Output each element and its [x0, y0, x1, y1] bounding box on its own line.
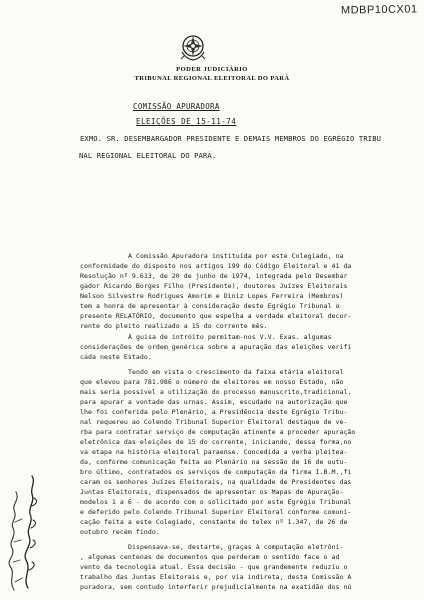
body-line: trabalho das Juntas Eleitorais e, por via indireta, desta Comissão A: [80, 573, 352, 581]
body-line: cada neste Estado.: [80, 353, 152, 361]
body-line: cação feita a este Colegiado, constante do telex nº 1.347, de 26 de: [80, 518, 348, 526]
body-line: considerações de ordem genérica sobre a apuração das eleições verifi: [80, 343, 352, 351]
body-line: Juntas Eleitorais, dispensados de apresentar os Mapas de Apuração-: [80, 488, 344, 496]
body-line: tem a honra de apresentar à consideração deste Egrégio Tribunal o: [80, 302, 340, 310]
body-line: presente RELATÓRIO, documento que espelha a verdade eleitoral decor-: [80, 312, 352, 320]
address-line: EXMO. SR. DESEMBARGADOR PRESIDENTE E DEMAIS MEMBROS DO EGRÉGIO TRIBU: [80, 134, 382, 143]
body-line: , algumas centenas de documentos que perderam o sentido face o ad: [80, 553, 340, 561]
body-line: gador Ricardo Borges Filho (Presidente), doutores Juízes Eleitorais: [80, 282, 348, 290]
body-line: lhe foi conferida pelo Plenário, a Presidência deste Egrégio Tribu-: [80, 408, 348, 416]
body-line: A Comissão Apuradora instituída por este Colegiado, na: [128, 252, 344, 260]
body-line: da, conforme comunicação feita ao Plenário na sessão de 16 de outu-: [80, 458, 348, 466]
body-line: nal requereu ao Colendo Tribunal Superior Eleitoral destaque de ve-: [80, 418, 348, 426]
body-line: que elevou para 781.986 o número de eleitores em nosso Estado, não: [80, 378, 344, 386]
body-line: outubro recém findo.: [80, 528, 160, 536]
body-line: Resolução nº 9.613, de 20 de junho de 1974, integrada pelo Desembar: [80, 272, 348, 280]
elections-date: ELEIÇÕES DE 15-11-74: [136, 117, 237, 126]
body-line: para apurar a vontade das urnas. Assim, escudado na autorização que: [80, 398, 348, 406]
body-line: puradora, sem contudo interferir prejudicialmente na exatidão dos nú: [80, 583, 352, 591]
body-line: vento da tecnologia atual. Essa decisão - que grandemente reduziu o: [80, 563, 348, 571]
body-line: va etapa na história eleitoral paraense. Concedida a verba pleitea-: [80, 448, 348, 456]
body-line: bro último, contratados os serviços de computação da firma I.B.M.,fi: [80, 468, 352, 476]
body-line: À guisa de intróito permitam-nos V.V. Exas. algumas: [128, 333, 332, 341]
body-line: e deferido pelo Colendo Tribunal Superior Eleitoral conforme comuni-: [80, 508, 352, 516]
body-line: caram os senhores Juízes Eleitorais, na qualidade de Presidentes das: [80, 478, 352, 486]
address-line: NAL REGIONAL ELEITORAL DO PARÁ.: [79, 151, 217, 160]
body-line: modelos 1 a 6 - de acordo com o solicitado por este Egrégio Tribunal: [80, 498, 352, 506]
handwritten-signature-icon: [2, 470, 42, 595]
commission-title: COMISSÃO APURADORA: [133, 102, 220, 111]
body-line: Nelson Silvestre Rodrigues Amorim e Diniz Lopes Ferreira (Membros): [80, 292, 344, 300]
body-line: eletrônica das eleições de 15 do corrente, iniciando, dessa forma,no: [80, 438, 352, 446]
body-line: Dispensava-se, destarte, graças à computação eletrôni-: [128, 543, 344, 551]
body-line: rente do pleito realizado a 15 do corrente mês.: [80, 322, 268, 330]
court-name: TRIBUNAL REGIONAL ELEITORAL DO PARÁ: [134, 75, 290, 82]
document-id-stamp: MDBP10CX01: [341, 3, 419, 17]
body-line: conformidade do disposto nos artigos 199 do Código Eleitoral e 41 da: [80, 262, 352, 270]
body-line: rba para contratar serviço de computação atinente a proceder apuração: [80, 428, 356, 436]
institution-name: PODER JUDICIÁRIO: [176, 66, 248, 73]
body-line: Tendo em vista o crescimento da faixa etária eleitoral: [128, 368, 344, 376]
body-line: mais seria possível a utilização do processo manuscrito,tradicional,: [80, 388, 352, 396]
coat-of-arms-icon: [178, 32, 208, 62]
